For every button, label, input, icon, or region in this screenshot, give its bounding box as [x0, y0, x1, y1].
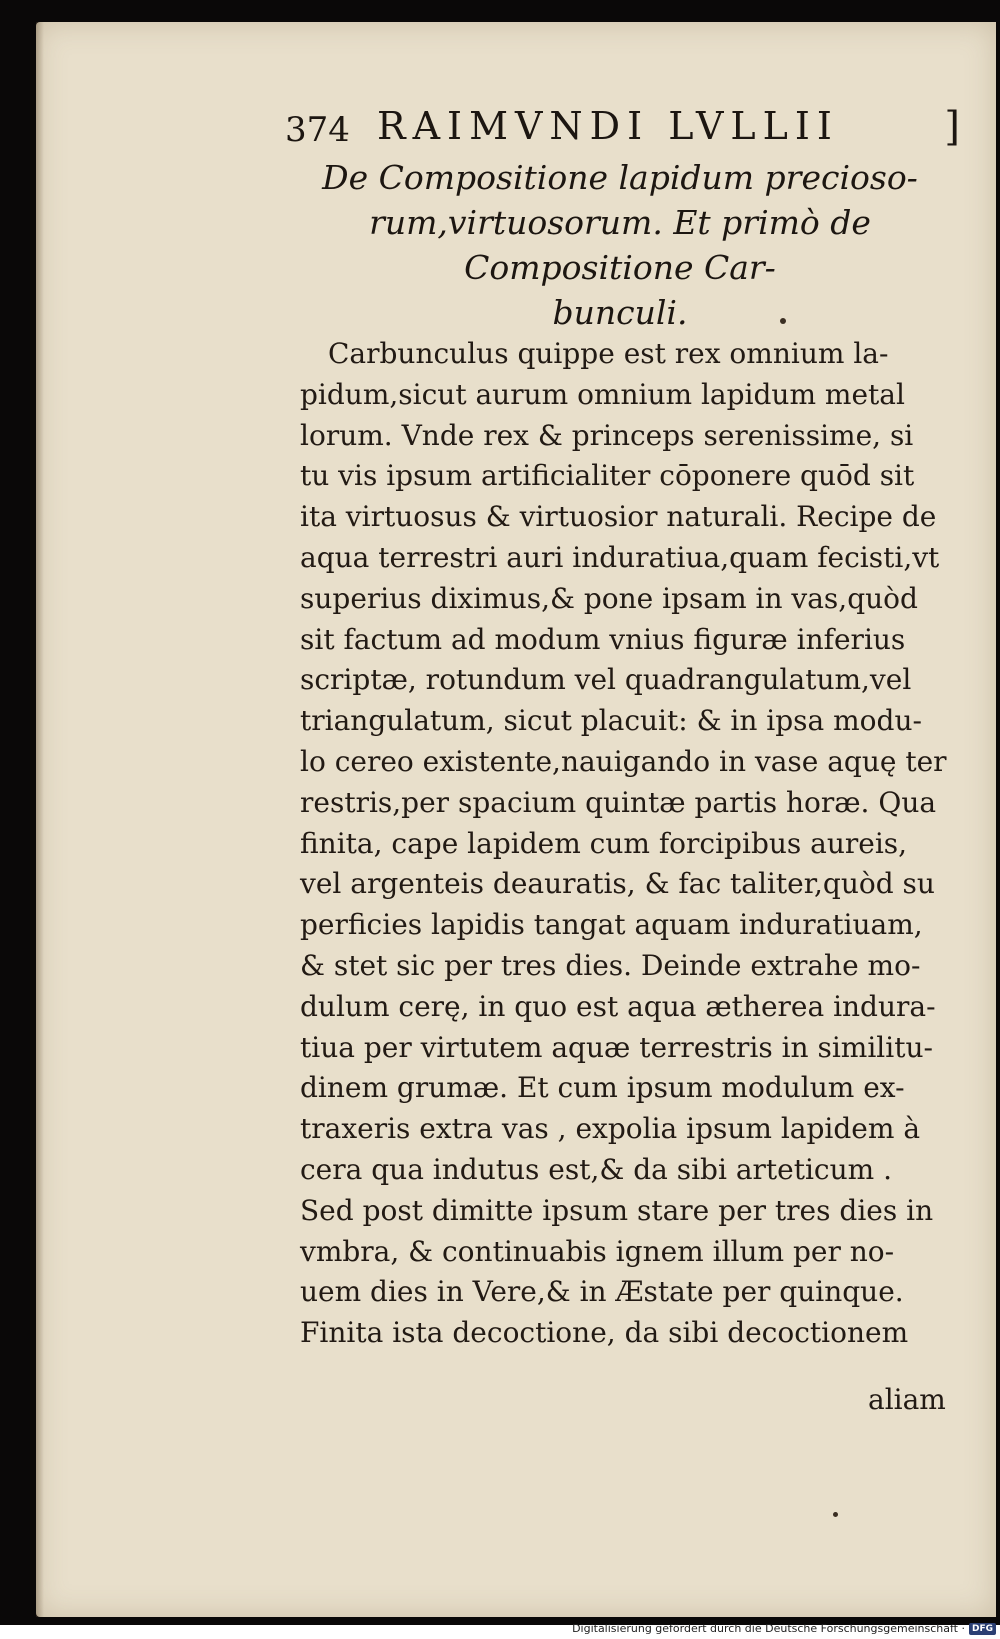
page-number: 374	[285, 110, 350, 150]
body-line: aqua terrestri auri induratiua,quam fecisti,vt	[300, 540, 940, 574]
body-line: vel argenteis deauratis, & fac taliter,quòd su	[300, 867, 935, 901]
body-line: superius diximus,& pone ipsam in vas,quòd	[300, 581, 918, 615]
body-line: perficies lapidis tangat aquam induratiuam,	[300, 908, 923, 942]
body-line: scriptæ, rotundum vel quadrangulatum,vel	[300, 663, 912, 697]
body-line: tiua per virtutem aquæ terrestris in similitu-	[300, 1030, 933, 1064]
body-line: uem dies in Vere,& in Æstate per quinque.	[300, 1275, 904, 1309]
section-title-line: bunculi.	[552, 293, 688, 332]
body-line: cera qua indutus est,& da sibi arteticum .	[300, 1152, 892, 1186]
running-head-bracket: ]	[944, 104, 960, 150]
body-line: Finita ista decoctione, da sibi decoctionem	[300, 1316, 909, 1350]
body-line: traxeris extra vas , expolia ipsum lapidem à	[300, 1112, 921, 1146]
body-line: ita virtuosus & virtuosior naturali. Recipe de	[300, 500, 937, 534]
body-line: & stet sic per tres dies. Deinde extrahe mo-	[300, 948, 921, 982]
body-line: finita, cape lapidem cum forcipibus aureis,	[300, 826, 908, 860]
dfg-logo: DFG	[969, 1623, 996, 1635]
catchword: aliam	[868, 1383, 946, 1416]
body-line: dinem grumæ. Et cum ipsum modulum ex-	[300, 1071, 905, 1105]
digitization-footer	[572, 1622, 996, 1635]
section-title	[300, 155, 940, 335]
section-title-line: rum,virtuosorum. Et primò de	[369, 203, 871, 242]
body-line: Carbunculus quippe est rex omnium la-	[328, 337, 889, 370]
body-line: sit factum ad modum vnius figuræ inferius	[300, 622, 906, 656]
body-line: restris,per spacium quintæ partis horæ. Qua	[300, 785, 937, 819]
ink-speck	[833, 1512, 838, 1517]
running-head-title: RAIMVNDI LVLLII	[377, 104, 839, 148]
body-line: tu vis ipsum artificialiter cōponere quōd sit	[300, 459, 915, 493]
section-title-line: De Compositione lapidum precioso-	[322, 158, 918, 197]
body-line: lorum. Vnde rex & princeps serenissime, si	[300, 418, 914, 452]
body-line: lo cereo existente,nauigando in vase aquę ter	[300, 744, 947, 778]
body-text	[300, 334, 960, 1354]
body-line: dulum cerę, in quo est aqua ætherea indura-	[300, 989, 936, 1023]
body-line: triangulatum, sicut placuit: & in ipsa modu-	[300, 704, 922, 738]
footer-text: Digitalisierung gefördert durch die Deutsche Forschungsgemeinschaft ·	[572, 1622, 965, 1635]
ink-speck	[780, 318, 786, 324]
page-edge-shadow	[36, 22, 44, 1617]
running-head	[285, 104, 960, 154]
body-line: Sed post dimitte ipsum stare per tres dies in	[300, 1193, 934, 1227]
body-line: vmbra, & continuabis ignem illum per no-	[300, 1234, 895, 1268]
body-line: pidum,sicut aurum omnium lapidum metal	[300, 377, 905, 411]
section-title-line: Compositione Car-	[464, 248, 776, 287]
